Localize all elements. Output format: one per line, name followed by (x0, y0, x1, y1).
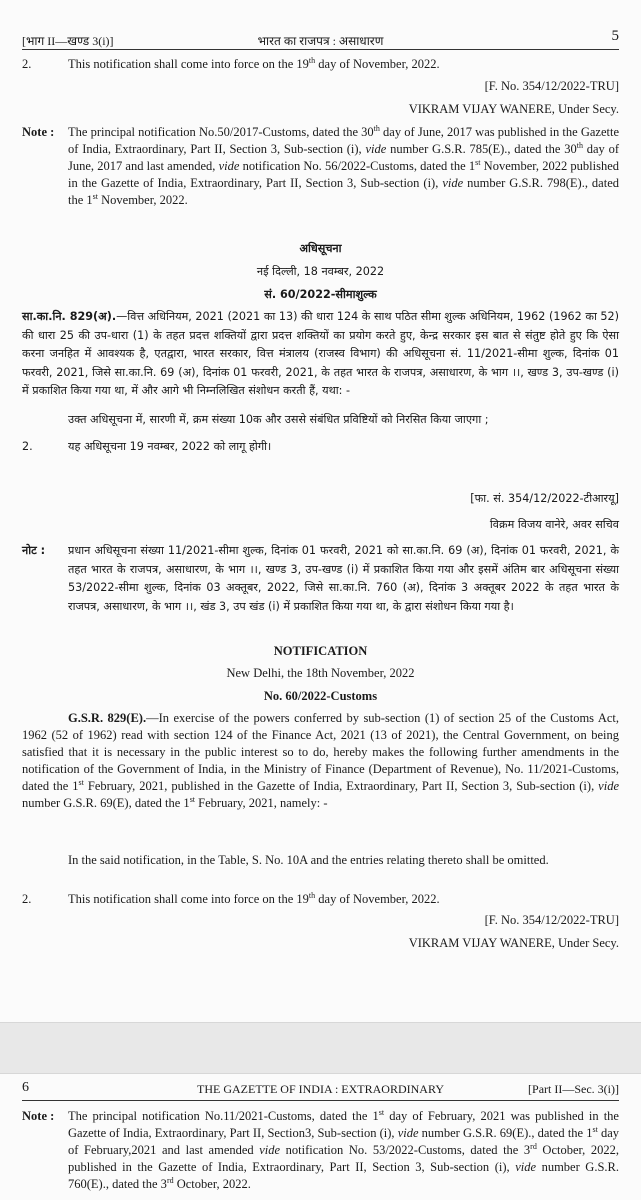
gazette-page-6 (0, 1074, 641, 1200)
english-notification-number: No. 60/2022-Customs (263, 689, 378, 703)
hindi-amendment: उक्त अधिसूचना में, सारणी में, क्रम संख्या 10क और उससे संबंधित प्रविष्टियों को निरसित किया जाएगा ; (68, 413, 489, 426)
hindi-effective-date: यह अधिसूचना 19 नवम्बर, 2022 को लागू होगी। (68, 440, 272, 453)
hindi-note-paragraph: प्रधान अधिसूचना संख्या 11/2021-सीमा शुल्क, दिनांक 01 फरवरी, 2021 को सा.का.नि. 69 (अ), दिनांक 01 फरवरी, 2021, के तहत भारत के राजपत्र, असाधारण, के भाग ।।, खण्ड 3, उप-खण्ड (i) में प्रकाशित किया गया और इसमें अंतिम बार अधिसूचना संख्या 53/2022-सीमा शुल्क, दिनांक 03 अक्तूबर, 2022, जिसे सा.का.नि. 760 (अ), दिनांक 3 अक्तूबर 2022 के तहत भारत के राजपत्र, असाधारण, के भाग ।।, खंड 3, उप खंड (i) में प्रकाशित किया गया था, के द्वारा संशोधन किया गया है। (68, 544, 619, 613)
english-effective-date: This notification shall come into force on the 19th day of November, 2022. (68, 890, 440, 906)
hindi-title: अधिसूचना (299, 242, 342, 255)
hindi-gsr-number: सा.का.नि. 829(अ). (22, 310, 117, 323)
header-rule (22, 49, 619, 50)
english-amendment: In the said notification, in the Table, S. No. 10A and the entries relating thereto shall be omitted. (68, 853, 549, 867)
note-paragraph: The principal notification No.11/2021-Customs, dated the 1st day of February, 2021 was published in the Gazette of India, Extraordinary, Part II, Section3, Sub-section (i), vide number G.S.R. 69(E)., dated the 1st day of February,2021 and last amended vide notification No. 53/2022-Customs, dated the 3rd October, 2022, published in the Gazette of India, Extraordinary, Part II, Section 3, Sub-section (i), vide number G.S.R. 760(E)., dated the 3rd October, 2022. (68, 1107, 620, 1191)
header-title: भारत का राजपत्र : असाधारण (257, 34, 384, 48)
signatory: VIKRAM VIJAY WANERE, Under Secy. (408, 102, 619, 116)
page-number: 6 (22, 1080, 29, 1095)
note-paragraph: The principal notification No.50/2017-Customs, dated the 30th day of June, 2017 was published in the Gazette of India, Extraordinary, Part II, Section 3, Sub-section (i), vide number G.S.R. 785(E)., dated the 30th day of June, 2017 and last amended, vide notification No. 56/2022-Customs, dated the 1st November, 2022 published in the Gazette of India, Extraordinary, Part II, Section 3, Sub-section (i), vide number G.S.R. 798(E)., dated the 1st November, 2022. (68, 123, 620, 207)
header-rule (22, 1100, 619, 1101)
english-title: NOTIFICATION (273, 644, 368, 658)
page-separator (0, 1022, 641, 1074)
note-label: Note : (22, 125, 55, 139)
english-para-number: 2. (22, 892, 32, 906)
hindi-signatory: विक्रम विजय वानेरे, अवर सचिव (489, 518, 619, 531)
english-body-paragraph: G.S.R. 829(E).—In exercise of the powers conferred by sub-section (1) of section 25 of the Customs Act, 1962 (52 of 1962) read with section 124 of the Finance Act, 2021 (13 of 2021), the Central Government, on being satisfied that it is necessary in the public interest so to do, hereby makes the following further amendments in the notification of the Government of India, in the Ministry of Finance (Department of Revenue), No. 11/2021-Customs, dated the 1st February, 2021, published in the Gazette of India, Extraordinary, Part II, Section 3, Sub-section (i), vide number G.S.R. 69(E), dated the 1st February, 2021, namely: - (22, 711, 619, 810)
hindi-notification-number: सं. 60/2022-सीमाशुल्क (264, 288, 377, 301)
page-header (22, 28, 619, 48)
header-title: THE GAZETTE OF INDIA : EXTRAORDINARY (197, 1082, 444, 1096)
file-number: [F. No. 354/12/2022-TRU] (484, 79, 619, 93)
note-label: Note : (22, 1109, 55, 1123)
english-signatory: VIKRAM VIJAY WANERE, Under Secy. (408, 936, 619, 950)
hindi-place-date: नई दिल्ली, 18 नवम्बर, 2022 (256, 265, 385, 278)
para-number: 2. (22, 57, 32, 71)
english-place-date: New Delhi, the 18th November, 2022 (226, 666, 415, 680)
page-header (22, 1080, 619, 1100)
page-number: 5 (611, 28, 619, 44)
header-part-label: [Part II—Sec. 3(i)] (528, 1082, 619, 1096)
english-gsr-number: G.S.R. 829(E). (68, 711, 147, 725)
hindi-para-number: 2. (22, 440, 33, 453)
hindi-file-number: [फा. सं. 354/12/2022-टीआरयू] (470, 492, 619, 505)
hindi-note-label: नोट : (22, 544, 46, 557)
effective-date-paragraph: This notification shall come into force on the 19th day of November, 2022. (68, 55, 440, 71)
hindi-body-paragraph: सा.का.नि. 829(अ).—वित्त अधिनियम, 2021 (2021 का 13) की धारा 124 के साथ पठित सीमा शुल्क अधिनियम, 1962 (1962 का 52) की धारा 25 की उप-धारा (1) के तहत प्रदत्त शक्तियों द्वारा प्रदत्त शक्तियों का प्रयोग करते हुए, केन्द्र सरकार इस बात से संतुष्ट होते हुए कि ऐसा करना जनहित में आवश्यक है, एतद्वारा, भारत सरकार, वित्त मंत्रालय (राजस्व विभाग) की अधिसूचना सं. 11/2021-सीमा शुल्क, दिनांक 01 फरवरी, 2021, जिसे सा.का.नि. 69 (अ), दिनांक 01 फरवरी, 2021, के तहत भारत के राजपत्र, असाधारण, के भाग ।।, खण्ड 3, उप-खण्ड (i) में प्रकाशित किया गया था, में और आगे भी निम्नलिखित संशोधन करती हैं, यथा: - (22, 310, 620, 397)
header-part-label: [भाग II—खण्ड 3(i)] (22, 34, 114, 48)
english-file-number: [F. No. 354/12/2022-TRU] (484, 913, 619, 927)
